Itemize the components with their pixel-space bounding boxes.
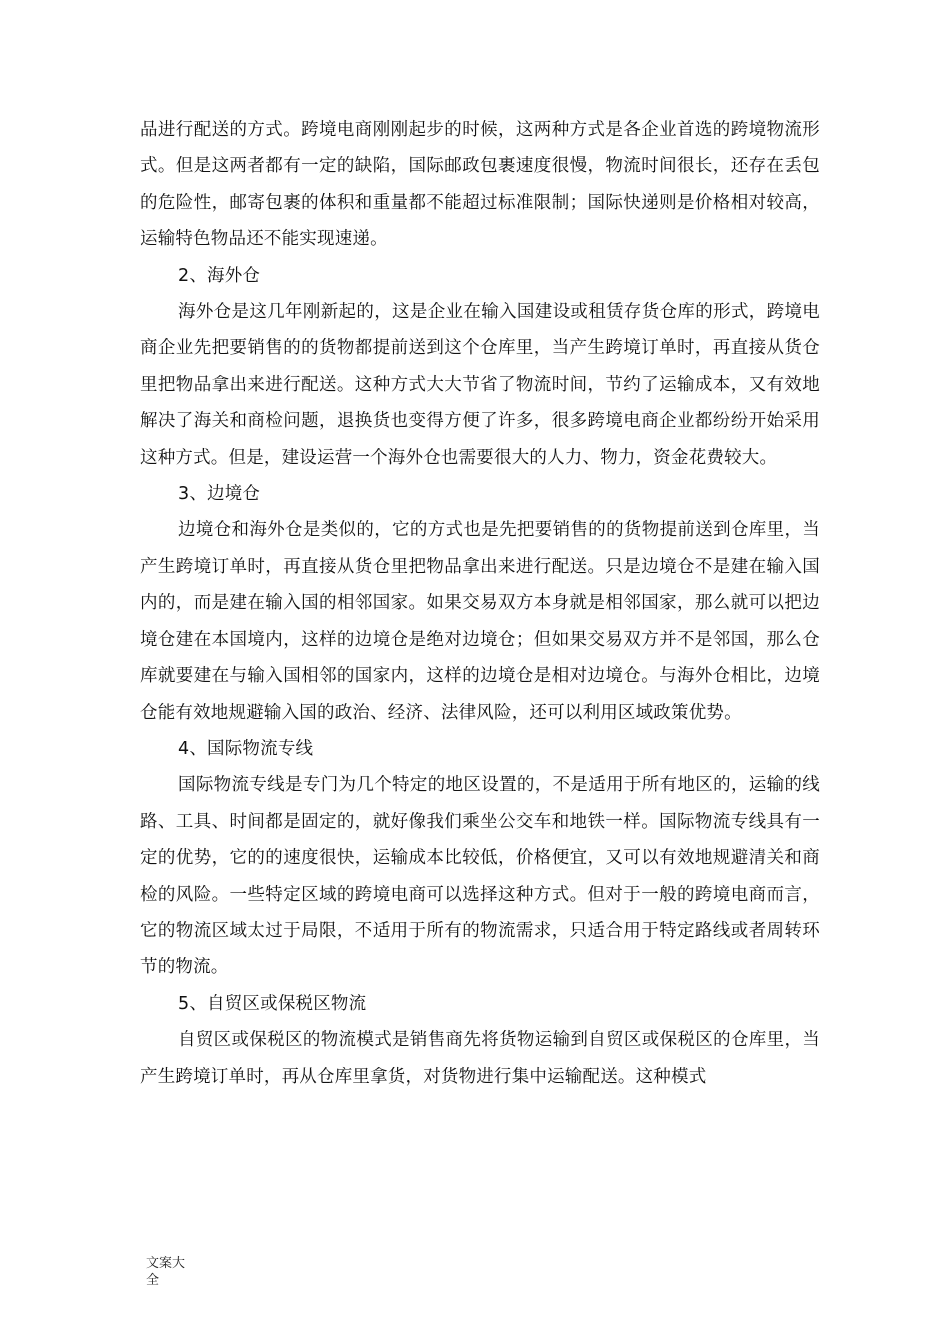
- page-footer-label: 文案大全: [146, 1256, 186, 1288]
- paragraph-dedicated-line: 国际物流专线是专门为几个特定的地区设置的，不是适用于所有地区的，运输的线路、工具、时间都是固定的，就好像我们乘坐公交车和地铁一样。国际物流专线具有一定的优势，它的的速度很快，运输成本比较低，价格便宜，又可以有效地规避清关和商检的风险。一些特定区域的跨境电商可以选择这种方式。但对于一般的跨境电商而言，它的物流区域太过于局限，不适用于所有的物流需求，只适合用于特定路线或者周转环节的物流。: [140, 775, 820, 978]
- section-heading-overseas-warehouse: 2、海外仓: [178, 265, 261, 286]
- paragraph-intro-continued: 品进行配送的方式。跨境电商刚刚起步的时候，这两种方式是各企业首选的跨境物流形式。但是这两者都有一定的缺陷，国际邮政包裹速度很慢，物流时间很长，还存在丢包的危险性，邮寄包裹的体积和重量都不能超过标准限制；国际快递则是价格相对较高，运输特色物品还不能实现速递。: [140, 120, 820, 250]
- section-heading-dedicated-line: 4、国际物流专线: [178, 738, 314, 759]
- section-heading-border-warehouse: 3、边境仓: [178, 484, 261, 505]
- paragraph-overseas-warehouse: 海外仓是这几年刚新起的，这是企业在输入国建设或租赁存货仓库的形式，跨境电商企业先把要销售的的货物都提前送到这个仓库里，当产生跨境订单时，再直接从货仓里把物品拿出来进行配送。这种方式大大节省了物流时间，节约了运输成本，又有效地解决了海关和商检问题，退换货也变得方便了许多，很多跨境电商企业都纷纷开始采用这种方式。但是，建设运营一个海外仓也需要很大的人力、物力，资金花费较大。: [140, 302, 820, 468]
- document-body: [140, 112, 820, 1095]
- section-heading-free-trade-zone: 5、自贸区或保税区物流: [178, 993, 367, 1014]
- paragraph-border-warehouse: 边境仓和海外仓是类似的，它的方式也是先把要销售的的货物提前送到仓库里，当产生跨境订单时，再直接从货仓里把物品拿出来进行配送。只是边境仓不是建在输入国内的，而是建在输入国的相邻国家。如果交易双方本身就是相邻国家，那么就可以把边境仓建在本国境内，这样的边境仓是绝对边境仓；但如果交易双方并不是邻国，那么仓库就要建在与输入国相邻的国家内，这样的边境仓是相对边境仓。与海外仓相比，边境仓能有效地规避输入国的政治、经济、法律风险，还可以利用区域政策优势。: [140, 520, 820, 723]
- paragraph-free-trade-zone: 自贸区或保税区的物流模式是销售商先将货物运输到自贸区或保税区的仓库里，当产生跨境订单时，再从仓库里拿货，对货物进行集中运输配送。这种模式: [140, 1030, 820, 1087]
